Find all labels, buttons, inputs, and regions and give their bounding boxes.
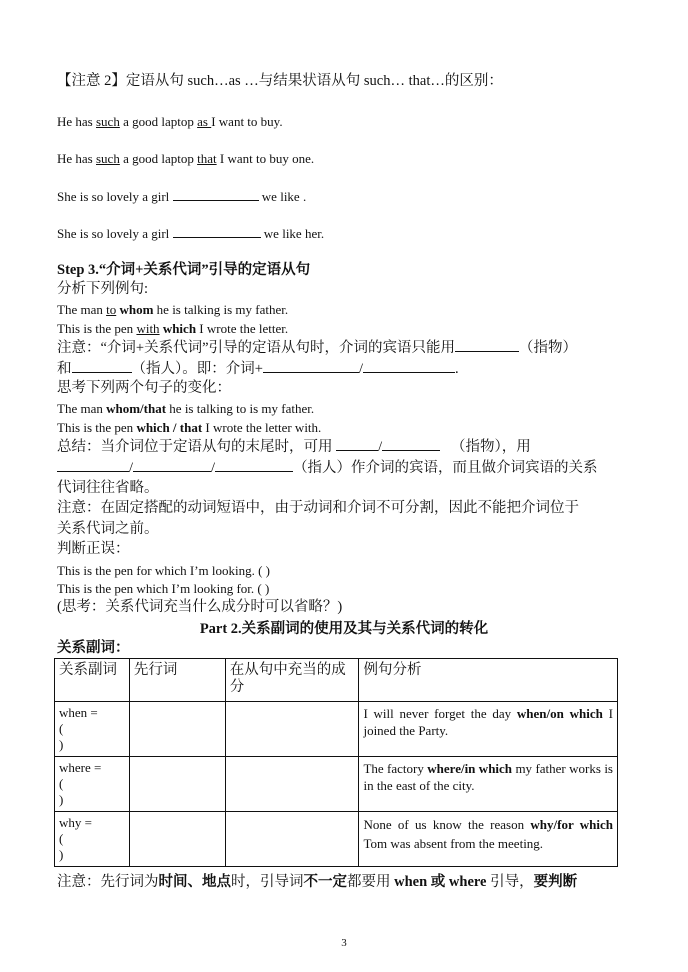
think-question: (思考：关系代词充当什么成分时可以省略？): [57, 599, 343, 615]
judge-label: 判断正误：: [57, 541, 130, 557]
answer-blank[interactable]: [336, 438, 378, 451]
table-row: [55, 757, 618, 812]
answer-blank[interactable]: [133, 459, 211, 472]
table-row: [55, 702, 618, 757]
summary-line-1: 总结：当介词位于定语从句的末尾时，可用 / （指物），用: [57, 439, 531, 455]
adverb-cell: where = ( ): [55, 757, 130, 812]
table-header-row: [55, 659, 618, 702]
relative-adverb-table: [54, 658, 618, 867]
analyze-label: 分析下列例句:: [57, 281, 149, 297]
note-prep-object-cont: 和 （指人）。即：介词+ / .: [57, 361, 459, 377]
example-sentence-3: She is so lovely a girl we like .: [57, 189, 307, 204]
header-cell: 在从句中充当的成分: [225, 659, 359, 702]
example-cell: I will never forget the day when/on which I joined the Party.: [359, 702, 618, 757]
antecedent-cell[interactable]: [129, 812, 225, 867]
function-cell[interactable]: [225, 757, 359, 812]
example-sentence-4: She is so lovely a girl we like her.: [57, 226, 325, 241]
answer-blank[interactable]: [363, 360, 455, 373]
header-cell: 关系副词: [55, 659, 130, 702]
adverb-cell: why = ( ): [55, 812, 130, 867]
step3-example-2: This is the pen with which I wrote the letter.: [57, 321, 289, 336]
example-sentence-2: He has such a good laptop that I want to buy one.: [57, 151, 315, 166]
antecedent-cell[interactable]: [129, 757, 225, 812]
example-cell: The factory where/in which my father works is in the east of the city.: [359, 757, 618, 812]
answer-blank[interactable]: [72, 360, 132, 373]
judge-sentence-2: This is the pen which I’m looking for. ( ): [57, 581, 270, 596]
example-sentence-1: He has such a good laptop as I want to buy.: [57, 114, 283, 129]
note-prep-object: 注意：“介词+关系代词”引导的定语从句时，介词的宾语只能用 （指物）: [57, 340, 578, 356]
page-number: 3: [341, 937, 347, 949]
answer-blank[interactable]: [173, 225, 261, 238]
answer-blank[interactable]: [173, 188, 259, 201]
note-fixed-phrase-cont: 关系代词之前。: [57, 521, 159, 537]
answer-blank[interactable]: [57, 459, 129, 472]
part2-subheading: 关系副词：: [57, 640, 130, 656]
think-label: 思考下列两个句子的变化：: [57, 380, 231, 396]
header-cell: 先行词: [129, 659, 225, 702]
judge-sentence-1: This is the pen for which I’m looking. ( ): [57, 563, 271, 578]
function-cell[interactable]: [225, 812, 359, 867]
think-sentence-1: The man whom/that he is talking to is my father.: [57, 401, 315, 416]
answer-blank[interactable]: [263, 360, 359, 373]
summary-line-3: 代词往往省略。: [57, 480, 159, 496]
antecedent-cell[interactable]: [129, 702, 225, 757]
final-note: 注意：先行词为时间、地点时，引导词不一定都要用 when 或 where 引导，要判断: [57, 874, 578, 890]
example-cell: None of us know the reason why/for which Tom was absent from the meeting.: [359, 812, 618, 867]
table-row: [55, 812, 618, 867]
step3-example-1: The man to whom he is talking is my father.: [57, 302, 289, 317]
header-cell: 例句分析: [359, 659, 618, 702]
think-sentence-2: This is the pen which / that I wrote the letter with.: [57, 420, 322, 435]
part2-heading: Part 2.关系副词的使用及其与关系代词的转化: [199, 621, 489, 637]
adverb-cell: when = ( ): [55, 702, 130, 757]
note2-title: 【注意 2】定语从句 such…as …与结果状语从句 such… that…的区别：: [57, 73, 503, 89]
answer-blank[interactable]: [455, 339, 519, 352]
summary-line-2: / / （指人）作介词的宾语，而且做介词宾语的关系: [57, 459, 598, 476]
answer-blank[interactable]: [215, 459, 293, 472]
function-cell[interactable]: [225, 702, 359, 757]
note-fixed-phrase: 注意：在固定搭配的动词短语中，由于动词和介词不可分割，因此不能把介词位于: [57, 500, 579, 516]
answer-blank[interactable]: [382, 438, 440, 451]
step3-heading: Step 3.“介词+关系代词”引导的定语从句: [57, 262, 311, 278]
